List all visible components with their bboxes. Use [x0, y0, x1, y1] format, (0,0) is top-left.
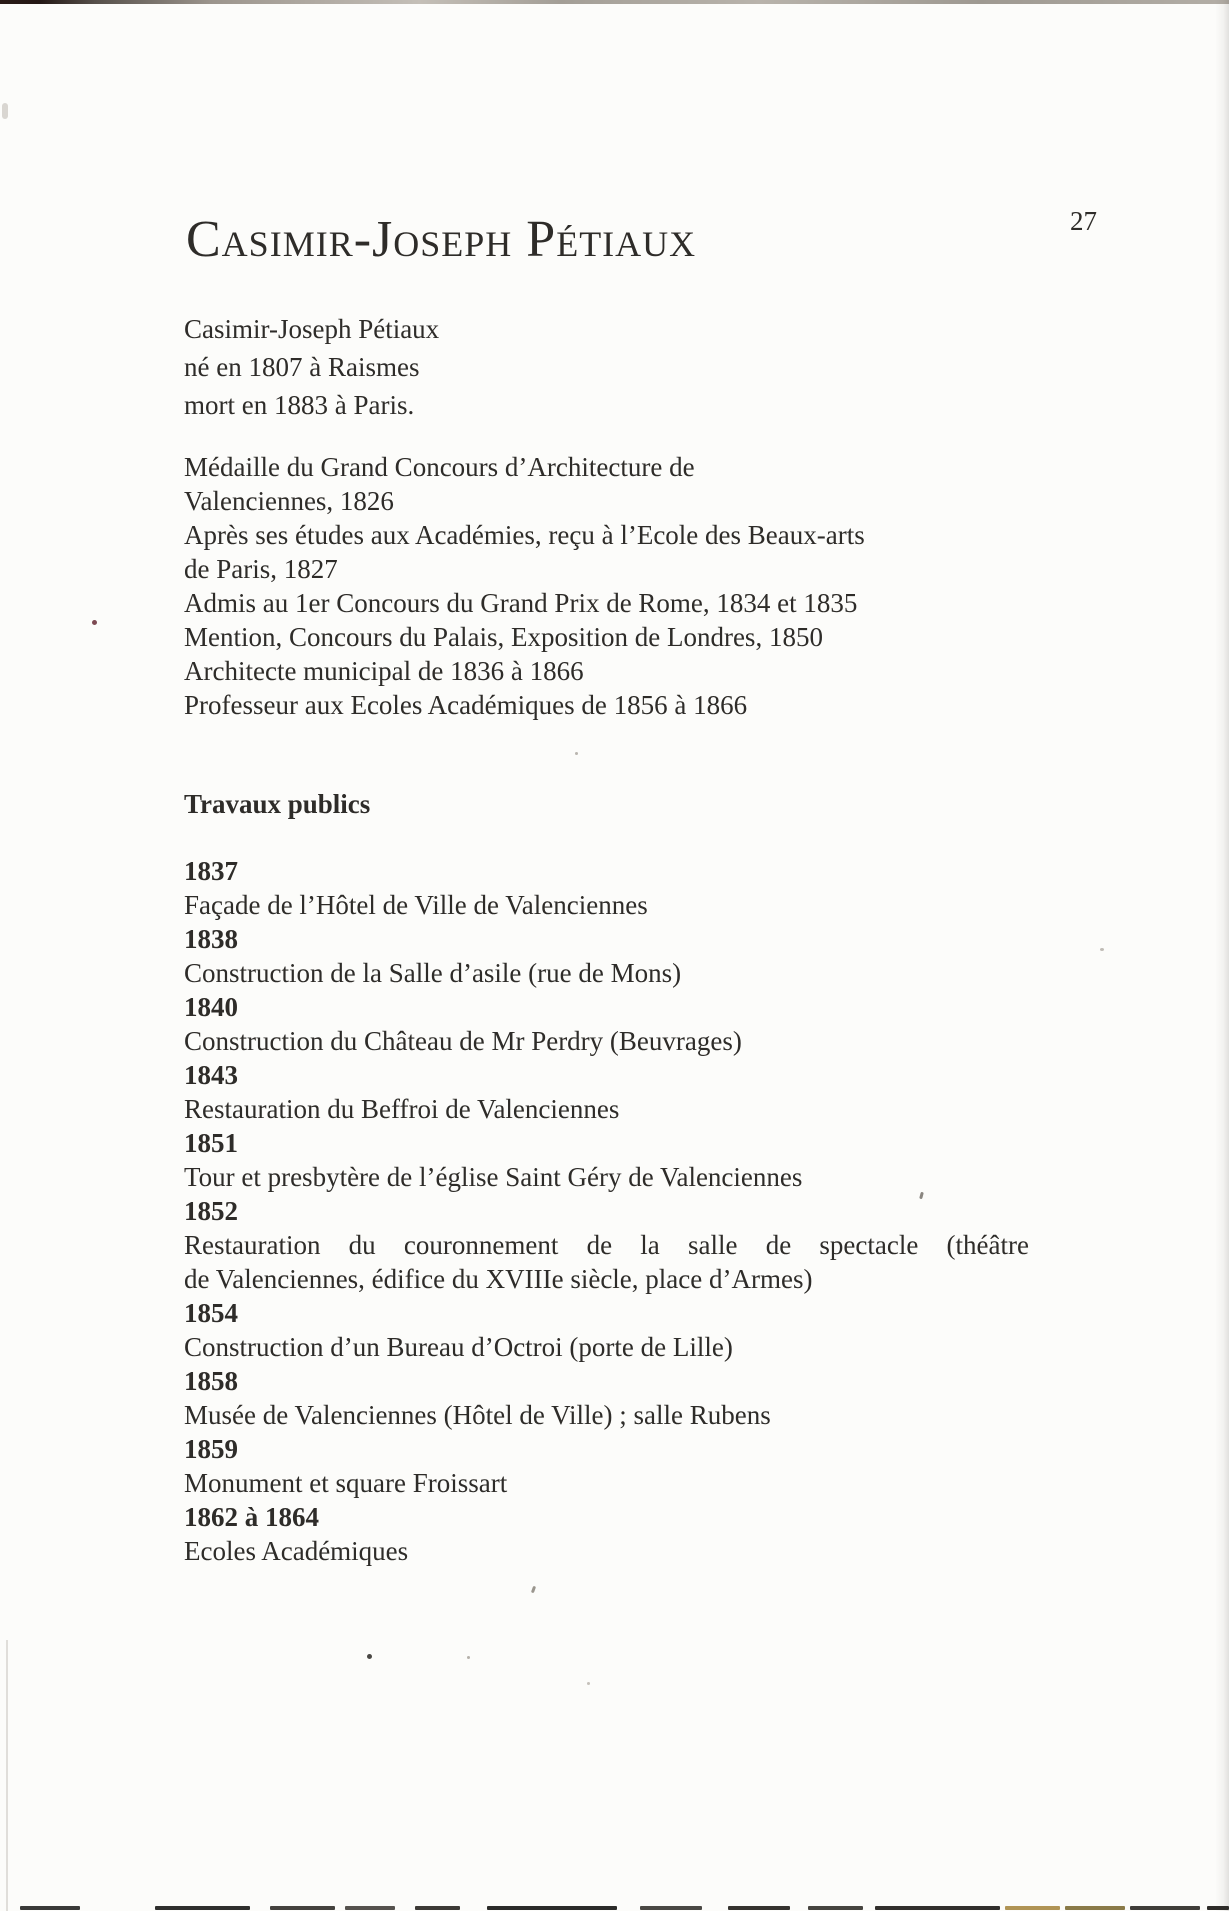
bio-line: mort en 1883 à Paris.: [184, 390, 415, 420]
page-number: 27: [1070, 206, 1097, 236]
scan-bottom-dash: [270, 1906, 335, 1910]
work-year: 1854: [184, 1298, 238, 1328]
work-description-line: Façade de l’Hôtel de Ville de Valenciennes: [184, 890, 648, 920]
bio-line: Casimir-Joseph Pétiaux: [184, 314, 440, 344]
work-description-line: Musée de Valenciennes (Hôtel de Ville) ; salle Rubens: [184, 1400, 771, 1430]
credentials-block: [184, 450, 1029, 722]
works-list: [184, 854, 1029, 1568]
scan-speck: [92, 620, 97, 625]
bio-block: [184, 310, 1029, 424]
work-year: 1837: [184, 856, 238, 886]
work-description-line: Construction de la Salle d’asile (rue de Mons): [184, 958, 682, 988]
bio-line: né en 1807 à Raismes: [184, 352, 420, 382]
scan-bottom-dash: [155, 1906, 250, 1910]
scan-bottom-dash: [728, 1906, 790, 1910]
work-year: 1838: [184, 924, 238, 954]
scan-speck: [467, 1656, 470, 1659]
scan-bottom-dash: [487, 1906, 617, 1910]
credential-line: Après ses études aux Académies, reçu à l’Ecole des Beaux-arts: [184, 520, 865, 550]
work-description-line: Restauration du Beffroi de Valenciennes: [184, 1094, 620, 1124]
work-description-line: Ecoles Académiques: [184, 1536, 409, 1566]
credential-line: Mention, Concours du Palais, Exposition de Londres, 1850: [184, 622, 823, 652]
work-year: 1852: [184, 1196, 238, 1226]
work-year: 1843: [184, 1060, 238, 1090]
scan-speck: [1100, 948, 1104, 951]
scan-bottom-dash-yellow: [1005, 1906, 1060, 1910]
work-description-line: Monument et square Froissart: [184, 1468, 508, 1498]
scan-bottom-dash: [345, 1906, 395, 1910]
credential-line: Architecte municipal de 1836 à 1866: [184, 656, 584, 686]
work-description-line: Restauration du couronnement de la salle de spectacle (théâtre: [184, 1230, 1029, 1260]
scan-smudge: [2, 103, 8, 119]
scan-top-edge-line: [0, 0, 1229, 4]
scan-bottom-dash: [1130, 1906, 1200, 1910]
work-year: 1858: [184, 1366, 238, 1396]
credential-line: Professeur aux Ecoles Académiques de 1856 à 1866: [184, 690, 748, 720]
scan-left-edge-line: [6, 1640, 8, 1911]
credential-line: Admis au 1er Concours du Grand Prix de Rome, 1834 et 1835: [184, 588, 858, 618]
scan-speck: [587, 1682, 590, 1685]
scan-speck: [367, 1654, 372, 1659]
scan-right-edge-shading: [1215, 0, 1229, 1911]
scan-speck: [575, 752, 578, 755]
scan-bottom-dash: [875, 1906, 1000, 1910]
work-description-line: de Valenciennes, édifice du XVIIIe siècle, place d’Armes): [184, 1264, 813, 1294]
page-title: Casimir-Joseph Pétiaux: [186, 211, 697, 268]
scan-bottom-dash: [415, 1906, 460, 1910]
credential-line: Médaille du Grand Concours d’Architecture de: [184, 452, 695, 482]
scan-bottom-dash: [20, 1906, 80, 1910]
work-year: 1859: [184, 1434, 238, 1464]
scan-speck: [531, 1586, 536, 1594]
section-heading: Travaux publics: [184, 789, 371, 819]
work-description-line: Construction d’un Bureau d’Octroi (porte de Lille): [184, 1332, 733, 1362]
work-year: 1862 à 1864: [184, 1502, 319, 1532]
scan-bottom-dash-yellow: [1065, 1906, 1125, 1910]
scan-bottom-dash: [640, 1906, 702, 1910]
work-description-line: Tour et presbytère de l’église Saint Géry de Valenciennes: [184, 1162, 803, 1192]
scan-bottom-dash: [1207, 1906, 1229, 1910]
work-description-line: Construction du Château de Mr Perdry (Beuvrages): [184, 1026, 742, 1056]
credential-line: de Paris, 1827: [184, 554, 338, 584]
scan-bottom-dash: [808, 1906, 863, 1910]
credential-line: Valenciennes, 1826: [184, 486, 394, 516]
work-year: 1851: [184, 1128, 238, 1158]
work-year: 1840: [184, 992, 238, 1022]
